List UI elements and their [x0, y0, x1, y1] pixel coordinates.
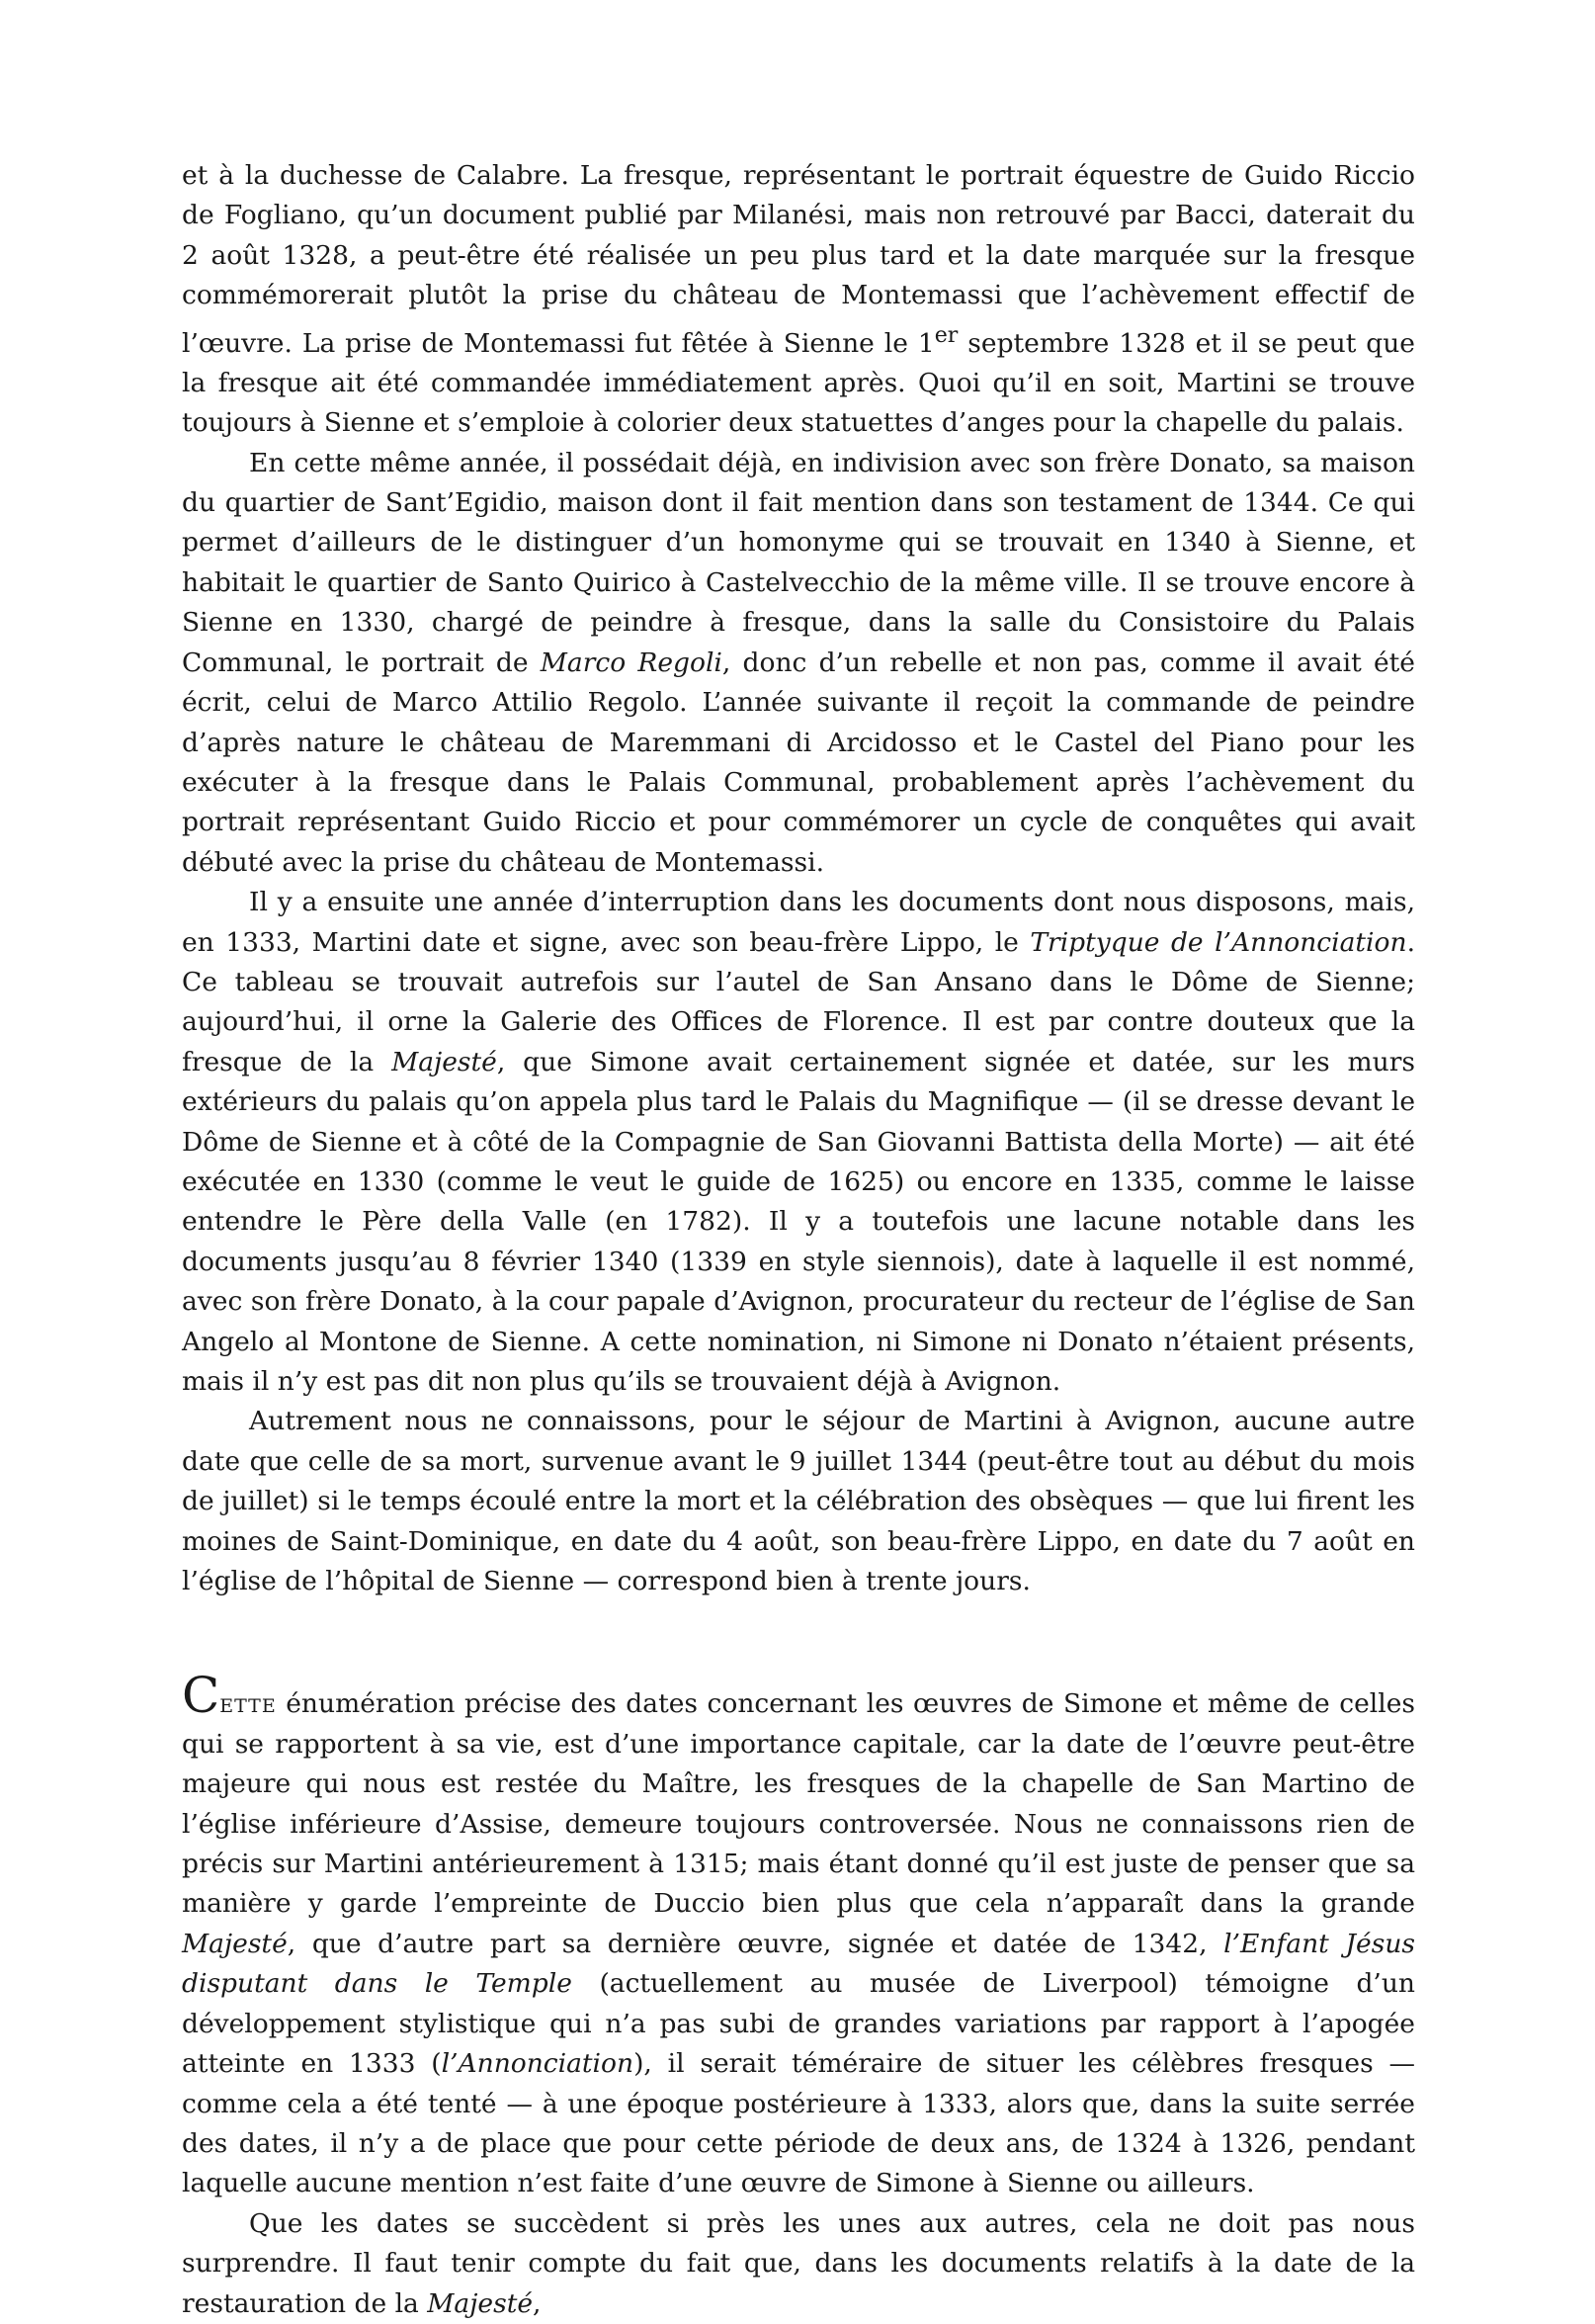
text-segment: En cette même année, il possédait déjà, en indivision avec son frère Donato, sa maison du quartier de Sant’Egidio, maison dont il fait mention dans son testament de 1344. Ce qui permet d’ailleurs de le distinguer d’un homonyme qui se trouvait en 1340 à Sienne, et habitait le quartier de Santo Quirico à Castelvecchio de la même ville. Il se trouve encore à Sienne en 1330, chargé de peindre à fresque, dans la salle du Consistoire du Palais Communal, le portrait de: [182, 447, 1415, 678]
document-page: [182, 156, 1415, 2324]
section-break: [182, 1601, 1415, 1671]
text-segment: Il y a ensuite une année d’interruption dans les documents dont nous disposons, mais, en 1333, Martini date et signe, avec son beau-frère Lippo, le: [182, 887, 1415, 958]
paragraph-5: [182, 1667, 1415, 2203]
italic-title: l’Annonciation: [441, 2048, 634, 2080]
text-segment: ,: [533, 2287, 542, 2319]
paragraph-2: [182, 444, 1415, 883]
paragraph-6: [182, 2204, 1415, 2324]
text-segment: , que Simone avait certainement signée et datée, sur les murs extérieurs du palais qu’on appela plus tard le Palais du Magnifique — (il se dresse devant le Dôme de Sienne et à côté de la Compagnie de San Giovanni Battista della Morte) — ait été exécutée en 1330 (comme le veut le guide de 1625) ou encore en 1335, comme le laisse entendre le Père della Valle (en 1782). Il y a toutefois une lacune notable dans les documents jusqu’au 8 février 1340 (1339 en style siennois), date à laquelle il est nommé, avec son frère Donato, à la cour papale d’Avignon, procurateur du recteur de l’église de San Angelo al Montone de Sienne. A cette nomination, ni Simone ni Donato n’étaient présents, mais il n’y est pas dit non plus qu’ils se trouvaient déjà à Avignon.: [182, 1046, 1415, 1398]
text-segment: et à la duchesse de Calabre. La fresque, représentant le portrait équestre de Guido Riccio de Fogliano, qu’un document publié par Milanési, mais non retrouvé par Bacci, daterait du 2 août 1328, a peut-être été réalisée un peu plus tard et la date marquée sur la fresque commémorerait plutôt la prise du château de Montemassi que l’achèvement effectif de l’œuvre. La prise de Montemassi fut fêtée à Sienne le 1: [182, 160, 1415, 359]
paragraph-4: [182, 1402, 1415, 1601]
text-segment: ), il serait téméraire de situer les célèbres fresques — comme cela a été tenté — à une époque postérieure à 1333, alors que, dans la suite serrée des dates, il n’y a de place que pour cette période de deux ans, de 1324 à 1326, pendant laquelle aucune mention n’est faite d’une œuvre de Simone à Sienne ou ailleurs.: [182, 2048, 1415, 2199]
text-segment: , donc d’un rebelle et non pas, comme il avait été écrit, celui de Marco Attilio Regolo. L’année suivante il reçoit la commande de peindre d’après nature le château de Maremmani di Arcidosso et le Castel del Piano pour les exécuter à la fresque dans le Palais Communal, probablement après l’achèvement du portrait représentant Guido Riccio et pour commémorer un cycle de conquêtes qui avait débuté avec la prise du château de Montemassi.: [182, 646, 1415, 878]
superscript-ordinal: er: [934, 322, 959, 348]
paragraph-1: [182, 156, 1415, 444]
italic-title: l’Enfant Jésus disputant dans le Temple: [182, 1928, 1415, 2000]
italic-title: Majesté: [182, 1928, 288, 1959]
small-caps-lead: ette: [219, 1688, 277, 1720]
text-segment: (actuellement au musée de Liverpool) témoigne d’un développement stylistique qui n’a pas subi de grandes variations par rapport à l’apogée atteinte en 1333 (: [182, 1968, 1415, 2080]
text-segment: , que d’autre part sa dernière œuvre, signée et datée de 1342,: [287, 1928, 1224, 1959]
text-segment: septembre 1328 et il se peut que la fresque ait été commandée immédiatement après. Quoi qu’il en soit, Martini se trouve toujours à Sienne et s’emploie à colorier deux statuettes d’anges pour la chapelle du palais.: [182, 327, 1415, 439]
initial-capital: C: [182, 1667, 220, 1725]
italic-title: Majesté: [427, 2287, 534, 2319]
italic-title: Triptyque de l’Annonciation: [1030, 926, 1407, 958]
italic-title: Majesté: [391, 1046, 497, 1077]
paragraph-3: [182, 883, 1415, 1402]
italic-title: Marco Regoli: [540, 646, 722, 678]
text-segment: énumération précise des dates concernant les œuvres de Simone et même de celles qui se rapportent à sa vie, est d’une importance capitale, car la date de l’œuvre peut-être majeure qui nous est restée du Maître, les fresques de la chapelle de San Martino de l’église inférieure d’Assise, demeure toujours controversée. Nous ne connaissons rien de précis sur Martini antérieurement à 1315; mais étant donné qu’il est juste de penser que sa manière y garde l’empreinte de Duccio bien plus que cela n’apparaît dans la grande: [182, 1688, 1415, 1920]
text-segment: Autrement nous ne connaissons, pour le séjour de Martini à Avignon, aucune autre date que celle de sa mort, survenue avant le 9 juillet 1344 (peut-être tout au début du mois de juillet) si le temps écoulé entre la mort et la célébration des obsèques — que lui firent les moines de Saint-Dominique, en date du 4 août, son beau-frère Lippo, en date du 7 août en l’église de l’hôpital de Sienne — correspond bien à trente jours.: [182, 1406, 1415, 1597]
text-segment: . Ce tableau se trouvait autrefois sur l’autel de San Ansano dans le Dôme de Sienne; aujourd’hui, il orne la Galerie des Offices de Florence. Il est par contre douteux que la fresque de la: [182, 926, 1415, 1077]
text-segment: Que les dates se succèdent si près les unes aux autres, cela ne doit pas nous surprendre. Il faut tenir compte du fait que, dans les documents relatifs à la date de la restauration de la: [182, 2207, 1415, 2319]
